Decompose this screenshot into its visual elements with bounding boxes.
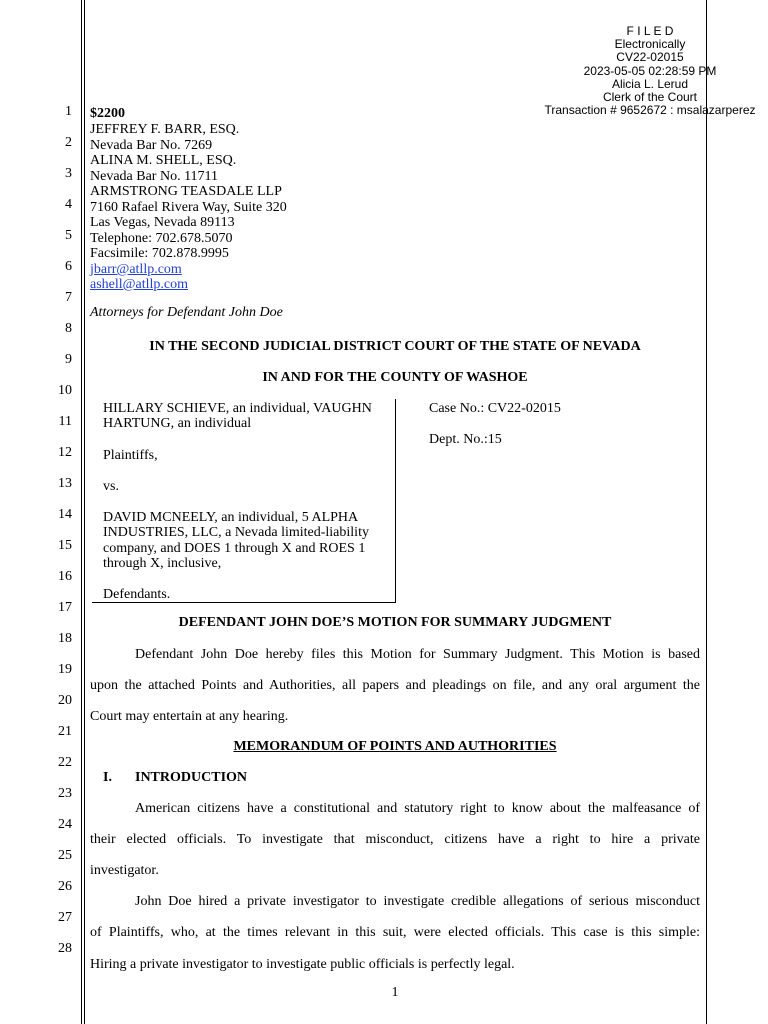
attorneys-for: Attorneys for Defendant John Doe [90,305,283,320]
line-number: 1 [65,104,72,119]
defendants-label: Defendants. [103,587,171,602]
line-number: 7 [65,290,72,305]
line-number: 27 [58,910,72,925]
email-link-ashell[interactable]: ashell@atllp.com [90,277,189,292]
line-number: 6 [65,259,72,274]
counsel-line: ARMSTRONG TEASDALE LLP [90,184,282,199]
counsel-line: 7160 Rafael Rivera Way, Suite 320 [90,200,287,215]
line-number: 28 [58,941,72,956]
paragraph-line: investigator. [90,863,159,878]
line-number: 25 [58,848,72,863]
line-number: 18 [58,631,72,646]
line-number: 23 [58,786,72,801]
counsel-code: $2200 [90,106,125,121]
plaintiffs-names-line: HARTUNG, an individual [103,416,252,431]
line-number: 9 [65,352,72,367]
county-title: IN AND FOR THE COUNTY OF WASHOE [262,370,528,385]
line-number: 11 [58,414,72,429]
stamp-line: Transaction # 9652672 : msalazarperez [544,103,756,118]
line-number: 14 [58,507,72,522]
memorandum-heading: MEMORANDUM OF POINTS AND AUTHORITIES [233,739,557,754]
paragraph-line: American citizens have a constitutional and statutory right to know about the malfeasance of [135,801,700,816]
counsel-line: Facsimile: 702.878.9995 [90,246,229,261]
line-number: 20 [58,693,72,708]
defendants-names-line: INDUSTRIES, LLC, a Nevada limited-liability [103,525,369,540]
left-margin-rule-outer [81,0,82,1024]
plaintiffs-names-line: HILLARY SCHIEVE, an individual, VAUGHN [103,401,372,416]
counsel-line: ALINA M. SHELL, ESQ. [90,153,237,168]
left-margin-rule-inner [84,0,85,1024]
paragraph-line: Defendant John Doe hereby files this Motion for Summary Judgment. This Motion is based [135,647,700,662]
line-number: 8 [65,321,72,336]
line-number: 4 [65,197,72,212]
line-number: 22 [58,755,72,770]
plaintiffs-label: Plaintiffs, [103,448,158,463]
stamp-line: Clerk of the Court [602,90,698,105]
filing-stamp [500,25,768,117]
versus: vs. [103,479,119,494]
court-title: IN THE SECOND JUDICIAL DISTRICT COURT OF THE STATE OF NEVADA [149,339,641,354]
paragraph-line: Court may entertain at any hearing. [90,709,289,724]
section-number: I. [103,770,112,785]
line-number: 24 [58,817,72,832]
paragraph-line: their elected officials. To investigate that misconduct, citizens have a right to hire a private [90,832,700,847]
counsel-line: JEFFREY F. BARR, ESQ. [90,122,240,137]
paragraph-line: John Doe hired a private investigator to investigate credible allegations of serious misconduct [135,894,700,909]
paragraph-line: upon the attached Points and Authorities, all papers and pleadings on file, and any oral argument the [90,678,700,693]
line-number: 12 [58,445,72,460]
line-number: 19 [58,662,72,677]
line-number: 13 [58,476,72,491]
counsel-line: Telephone: 702.678.5070 [90,231,233,246]
stamp-line: 2023-05-05 02:28:59 PM [583,63,717,78]
line-number: 3 [65,166,72,181]
line-number: 10 [58,383,72,398]
line-number: 17 [58,600,72,615]
counsel-line: Nevada Bar No. 11711 [90,169,219,184]
defendants-names-line: through X, inclusive, [103,556,222,571]
case-number: Case No.: CV22-02015 [429,401,561,416]
stamp-line: Electronically [614,37,686,52]
counsel-line: Las Vegas, Nevada 89113 [90,215,235,230]
paragraph-line: Hiring a private investigator to investigate public officials is perfectly legal. [90,957,515,972]
email-link-jbarr[interactable]: jbarr@atllp.com [90,262,182,277]
defendants-names-line: company, and DOES 1 through X and ROES 1 [103,541,366,556]
stamp-line: F I L E D [626,24,674,38]
defendants-names-line: DAVID MCNEELY, an individual, 5 ALPHA [103,510,359,525]
line-number: 21 [58,724,72,739]
line-number: 26 [58,879,72,894]
page-number: 1 [391,985,399,1000]
paragraph-line: of Plaintiffs, who, at the times relevant in this suit, were elected officials. This case is this simple: [90,925,700,940]
line-number: 5 [65,228,72,243]
right-margin-rule [706,0,707,1024]
counsel-line: Nevada Bar No. 7269 [90,138,213,153]
line-number: 2 [65,135,72,150]
dept-number: Dept. No.:15 [429,432,502,447]
stamp-line: Alicia L. Lerud [611,76,689,91]
section-title: INTRODUCTION [135,770,248,785]
line-number: 15 [58,538,72,553]
motion-title: DEFENDANT JOHN DOE’S MOTION FOR SUMMARY JUDGMENT [178,615,612,630]
stamp-line: CV22-02015 [616,50,684,65]
line-number: 16 [58,569,72,584]
